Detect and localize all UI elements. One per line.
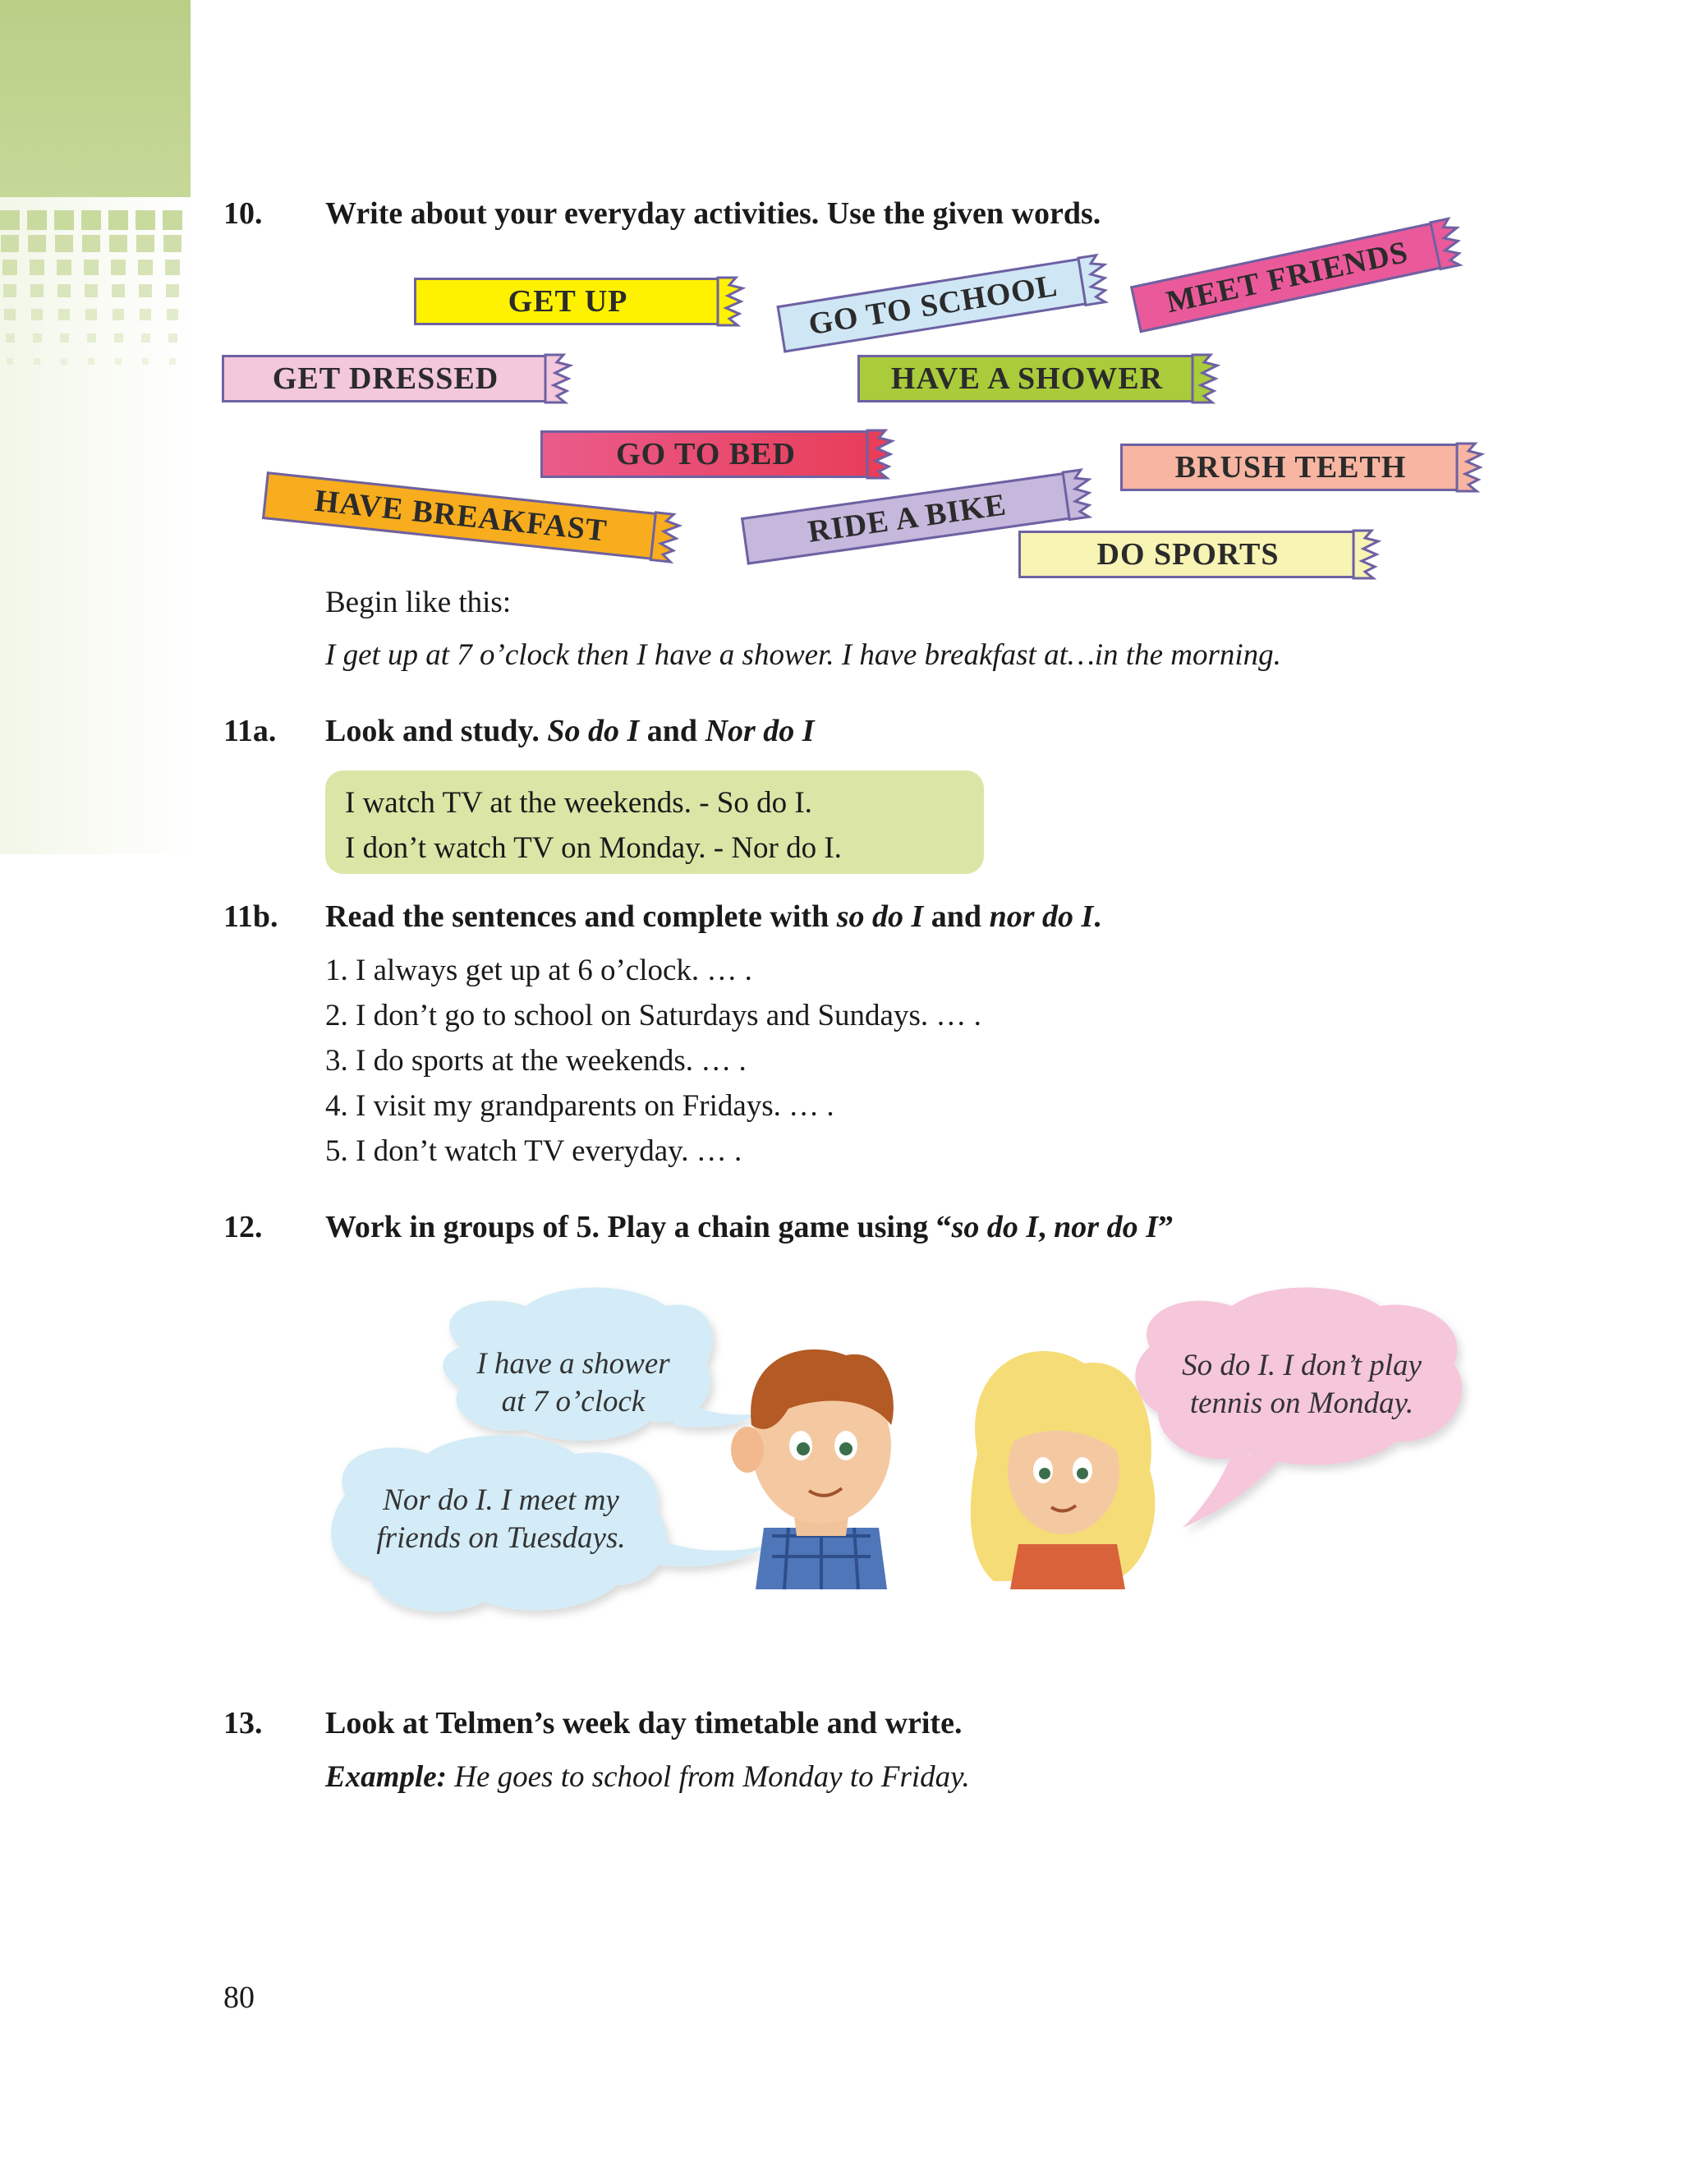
bubble-1-text: I have a shower at 7 o’clock [476, 1347, 670, 1418]
begin-example: I get up at 7 o’clock then I have a shower. I have breakfast at…in the morning. [325, 638, 1281, 672]
exercise-11b-number: 11b. [223, 899, 278, 934]
list-item: 1. I always get up at 6 o’clock. … . [325, 954, 752, 987]
tag-have-breakfast: HAVE BREAKFAST [262, 471, 657, 560]
exercise-11b-instruction: Read the sentences and complete with so do I and nor do I. [325, 899, 1101, 934]
begin-label: Begin like this: [325, 586, 512, 619]
exercise-10-number: 10. [223, 196, 263, 231]
tag-do-sports: DO SPORTS [1018, 531, 1355, 578]
list-item: 3. I do sports at the weekends. … . [325, 1044, 747, 1078]
exercise-13-instruction: Look at Telmen’s week day timetable and write. [325, 1706, 963, 1740]
exercise-11a-instruction: Look and study. So do I and Nor do I [325, 714, 815, 748]
boy-character [731, 1349, 894, 1589]
exercise-13-example: Example: He goes to school from Monday to Friday. [325, 1760, 970, 1794]
tag-ride-a-bike: RIDE A BIKE [741, 472, 1071, 565]
exercise-11a-number: 11a. [223, 714, 277, 748]
bubble-2-text: Nor do I. I meet my friends on Tuesdays. [376, 1483, 626, 1555]
list-item: 2. I don’t go to school on Saturdays and Sundays. … . [325, 999, 981, 1032]
tag-get-dressed: GET DRESSED [222, 355, 547, 402]
page-number: 80 [223, 1980, 255, 2015]
exercise-12-instruction: Work in groups of 5. Play a chain game using “so do I, nor do I” [325, 1210, 1174, 1244]
exercise-13-number: 13. [223, 1706, 263, 1740]
tag-meet-friends: MEET FRIENDS [1130, 222, 1442, 333]
example-line: I watch TV at the weekends. - So do I. [345, 786, 812, 820]
exercise-12-number: 12. [223, 1210, 263, 1244]
tag-go-to-bed: GO TO BED [540, 430, 869, 478]
example-line: I don’t watch TV on Monday. - Nor do I. [345, 831, 842, 865]
tag-get-up: GET UP [414, 278, 719, 325]
tag-go-to-school: GO TO SCHOOL [776, 258, 1087, 353]
bubble-3-text: So do I. I don’t play tennis on Monday. [1182, 1349, 1422, 1420]
exercise-10-instruction: Write about your everyday activities. Use the given words. [325, 196, 1101, 231]
tag-have-a-shower: HAVE A SHOWER [857, 355, 1194, 402]
list-item: 5. I don’t watch TV everyday. … . [325, 1134, 742, 1168]
tag-brush-teeth: BRUSH TEETH [1120, 444, 1459, 491]
list-item: 4. I visit my grandparents on Fridays. … . [325, 1089, 834, 1123]
girl-character [971, 1351, 1156, 1589]
